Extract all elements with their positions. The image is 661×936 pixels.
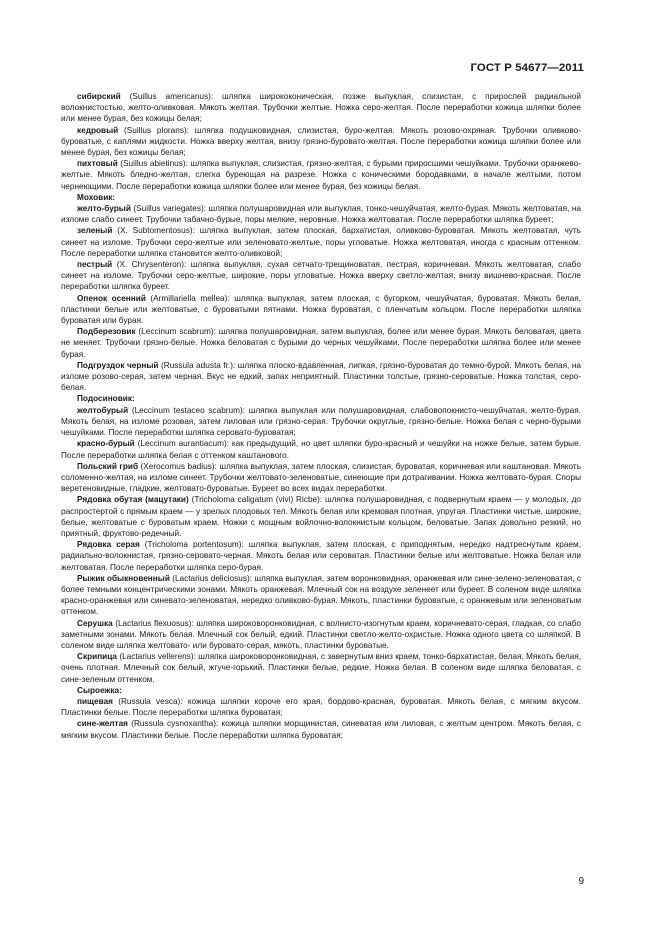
paragraph-text: (Suillus plorans): шляпка подушковидная, слизистая, буро-желтая. Мякоть розово-охряная. Трубочки оливково-буроватые, с каплями жидкости. Ножка вверху желтая, внизу грязно-буровато-желтая. После переработки кожица шляпки более или менее бурая, без кожицы белая; — [61, 125, 581, 158]
paragraph-term: пихтовый — [77, 159, 118, 169]
paragraph-text: (Suillus abietinus): шляпка выпуклая, слизистая, грязно-желтая, с бурыми приросшими чешуйками. Трубочки оранжево-желтые. Мякоть бледно-желтая, слегка буреющая на разрезе. Ножка с коническими бородавками, в начале желтыми, потом чернеющими. После переработки кожица шляпки более или менее бурая, без кожицы белая. — [61, 159, 581, 191]
paragraph — [61, 91, 581, 125]
paragraph — [61, 718, 581, 740]
paragraph-text: (Armillariella mellea): шляпка выпуклая, затем плоская, с бугорком, чешуйчатая, буроватая. Мякоть белая, пластинки белые или желтоватые, с буроватыми пятнами. Ножка буроватая, с пленчатым кольцом. После переработки шляпка буроватая или бурая. — [61, 293, 581, 326]
paragraph-term: Сыроежка: — [77, 685, 122, 695]
paragraph-text: (Lactarius deliciosus): шляпка выпуклая, затем воронковидная, оранжевая или сине-зелено-зеленоватая, с более темными концентрическими зонами. Мякоть оранжевая. Млечный сок на воздухе зеленеет или буреет. В соленом виде шляпка красно-оранжевая или синевато-зеленоватая, нередко оливково-бурая. Мякоть, пластинки буроватые, с оранжевым или зеленоватым оттенком. — [61, 573, 581, 617]
paragraph — [61, 125, 581, 159]
paragraph-term: пестрый — [77, 260, 113, 270]
paragraph-text: (Russula adusta fr.): шляпка плоско-вдавленная, липкая, грязно-буроватая до темно-бурой. Мякоть белая, на изломе розово-серая, затем черная. Вкус не едкий, запах неприятный. Пластинки толстые, грязно-сероватые. Ножка толстая, серо-белая. — [61, 360, 581, 393]
document-body — [61, 91, 581, 741]
paragraph — [61, 618, 581, 652]
paragraph — [61, 651, 581, 685]
paragraph-text: (Russula vesca): кожица шляпки короче его края, бордово-красная, буроватая. Мякоть белая, с мягким вкусом. Пластинки белые. После переработки шляпка буроватая; — [61, 696, 581, 718]
paragraph — [61, 685, 581, 696]
paragraph — [61, 293, 581, 327]
paragraph-text: (Tricholoma portentosum): шляпка выпуклая, затем плоская, с приподнятым, нередко надтреснутым краем, радиально-волокнистая, грязно-серовато-черная. Мякоть белая или сероватая. Пластинки белые или желтоватые. Ножка белая или желтоватая. После переработки шляпка серо-бурая. — [61, 540, 581, 572]
paragraph-text: (Leccinum scabrum): шляпка полушаровидная, затем выпуклая, более или менее бурая. Мякоть беловатая, цвета не меняет. Трубочки грязно-белые. Ножка беловатая с бурыми до черных чешуйками. После переработки шляпка более или менее бурая. — [61, 327, 581, 359]
paragraph-term: Рядовка серая — [77, 540, 140, 550]
paragraph — [61, 438, 581, 460]
paragraph-term: сине-желтая — [77, 719, 128, 729]
paragraph-term: кедровый — [77, 125, 119, 135]
paragraph-term: Скрипица — [77, 652, 118, 662]
paragraph-text: (Leccinum testaceo scabrum): шляпка выпуклая или полушаровидная, слабовопокнисто-чешуйчатая, желто-бурая. Мякоть белая, на изломе розовая, затем лиловая или грязно-серая. Трубочки округлые, грязно-белые. Ножка белая с черно-бурыми чешуйками. После переработки шляпка серовато-буроватая; — [61, 405, 581, 438]
paragraph-term: пищевая — [77, 696, 113, 706]
paragraph — [61, 405, 581, 439]
paragraph — [61, 494, 581, 539]
paragraph-term: желто-бурый — [77, 204, 131, 214]
paragraph — [61, 573, 581, 618]
paragraph-term: Подосиновик: — [77, 394, 135, 404]
document-id-header: ГОСТ Р 54677—2011 — [470, 62, 584, 74]
paragraph-term: Рядовка обутая (мацутаки) — [77, 495, 189, 505]
page-number: 9 — [578, 876, 584, 887]
paragraph-term: Опенок осенний — [77, 293, 146, 303]
paragraph-text: (Suillus variegates): шляпка полушаровидная или выпуклая, тонко-чешуйчатая, желто-бурая. Мякоть желтоватая, на изломе слабо синеет. Трубочки табачно-бурые, поры мелкие, неровные. Ножка желтоватая. После переработки шляпка буреет; — [61, 204, 581, 225]
paragraph-term: Подберезовик — [77, 327, 136, 337]
paragraph-text: (X. Chrysenteron): шляпка выпуклая, сухая сетчато-трещиноватая, пестрая, коричневая. Мякоть желтоватая, слабо синеет на изломе. Трубочки серо-желтые, широкие, поры угловатые. Ножка вверху светло-желтая, внизу вишнево-красная. После переработки шляпка буреет. — [61, 260, 581, 292]
paragraph-term: желтобурый — [77, 405, 129, 415]
paragraph — [61, 259, 581, 293]
paragraph-text: (Lactarius flexuosus): шляпка широковоронковидная, с волнисто-изогнутым краем, коричневато-серая, гладкая, со слабо заметными зонами. Мякоть белая. Млечный сок белый, едкий. Пластинки светло-желто-охристые. Ножка одного цвета со шляпкой. В соленом виде шляпка желтовато- или буровато-серая, мякоть, пластинки буроватые. — [61, 618, 581, 650]
paragraph — [61, 158, 581, 192]
paragraph-term: сибирский — [77, 92, 121, 101]
paragraph-term: красно-бурый — [77, 439, 135, 449]
paragraph-text: (Lactarius vellerens): шляпка широковоронковидная, с завернутым вниз краем, тонко-бархатистая, белая. Мякоть белая, очень плотная. Млечный сок белый, жгуче-горький. Пластинки белые, редкие. Ножка белая. В соленом виде шляпка беловатая, с сине-зеленым оттенком. — [61, 652, 581, 684]
paragraph-text: (Leccinum aurantiacum): как предыдущий, но цвет шляпки буро-красный и чешуйки на ножке белые, затем бурые. После переработки шляпка белая с оттенком каштанового. — [61, 439, 581, 460]
paragraph — [61, 225, 581, 259]
paragraph — [61, 203, 581, 225]
paragraph — [61, 360, 581, 394]
paragraph — [61, 192, 581, 203]
paragraph — [61, 461, 581, 495]
paragraph-term: Моховик: — [77, 192, 116, 202]
paragraph — [61, 326, 581, 360]
paragraph — [61, 393, 581, 404]
paragraph-term: Польский гриб — [77, 461, 139, 471]
paragraph-term: Серушка — [77, 618, 113, 628]
paragraph-text: (Russula cysnoxantha): кожица шляпки морщинистая, синеватая или лиловая, с желтым центром. Мякоть белая, с мягким вкусом. Пластинки белые. После переработки шляпка буроватая; — [61, 719, 581, 740]
paragraph-text: (Xerocomus badius): шляпка выпуклая, затем плоская, слизистая, буроватая, коричневая или каштановая. Мякоть соломенно-желтая, на изломе синеет. Трубочки желтовато-зеленоватые, синеющие при дотрагивании. Ножка желтовато-бурая. Споры веретеновидные, гладкие, желтовато-буроватые. Буреет во всех видах переработки. — [61, 461, 581, 494]
paragraph — [61, 539, 581, 573]
paragraph-text: (Suillus americanus): шляпка ширококоническая, позже выпуклая, слизистая, с прирослей радиальной волокнистостью, желто-оливковая. Мякоть желтая. Трубочки желтые. Ножка серо-желтая. После переработки кожица шляпки более или менее бурая, без кожицы белая; — [61, 92, 581, 124]
paragraph-term: зеленый — [77, 226, 113, 236]
paragraph-term: Рыжик обыкновенный — [77, 573, 170, 583]
paragraph — [61, 696, 581, 718]
paragraph-text: (Tricholoma caligatum (vivi) Ricbe): шляпка полушаровидная, с подвернутым краем — у молодых, до распростертой с прямым краем — у зрелых плодовых тел. Мякоть белая или кремовая плотная, упругая. Пластинки чистые, широкие, белые, желтоватые с буроватым краем. Ножки с мощным войлочно-волокнистым кольцом, беловатые. Запах довольно резкий, но приятный, фруктово-редечный. — [61, 495, 582, 538]
paragraph-term: Подгруздок черный — [77, 360, 159, 370]
paragraph-text: (X. Subtomentosus): шляпка выпуклая, затем плоская, бархатистая, оливково-буроватая. Мякоть желтоватая, чуть синеет на изломе. Трубочки серо-желтые или зеленовато-желтые, поры угловатые. Ножка желтоватая, иногда с красным оттенком. После переработки шляпка становится желто-оливковой; — [61, 226, 581, 258]
